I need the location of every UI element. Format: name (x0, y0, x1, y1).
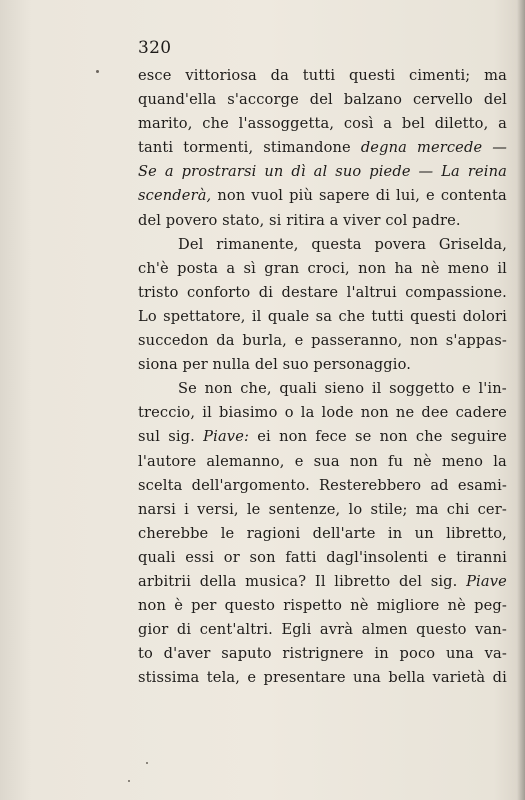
word: contenta (440, 187, 507, 205)
word: a (226, 259, 236, 277)
word: per (191, 597, 217, 615)
paper-speck (128, 780, 130, 782)
word: sì (243, 259, 256, 277)
word: musica? (245, 572, 307, 590)
word: viver (343, 211, 381, 229)
word: di (492, 669, 507, 687)
word: diletto, (434, 115, 489, 133)
italic-word: un (264, 163, 284, 181)
body-text (138, 64, 507, 690)
word: non (360, 404, 389, 422)
word: dolori (462, 307, 507, 325)
text-line (138, 305, 507, 329)
word: s'accorge (227, 91, 299, 109)
word: del (254, 356, 278, 374)
word: non (379, 428, 408, 446)
paper-speck (96, 70, 99, 73)
page-number: 320 (138, 38, 172, 58)
word: nè (421, 259, 440, 277)
word: presentare (263, 669, 346, 687)
word: cherebbe (138, 524, 209, 542)
word: esce (138, 67, 172, 84)
word: del (138, 211, 162, 229)
word: sig. (430, 572, 458, 590)
word: tristo (138, 283, 179, 301)
text-line (138, 64, 507, 88)
word: or (223, 548, 240, 566)
text-line (138, 112, 507, 136)
word: Griselda, (438, 235, 507, 253)
word: non (279, 428, 308, 446)
word: ad (430, 476, 449, 494)
word: posta (177, 259, 219, 277)
word: treccio, (138, 404, 196, 422)
word: peg- (474, 597, 507, 615)
italic-word: Piave (466, 572, 507, 590)
word: e (294, 332, 304, 350)
word: questo (224, 597, 276, 615)
word: il (371, 380, 382, 398)
word: alemanno, (206, 452, 285, 470)
word: passeranno, (311, 332, 403, 350)
word: dell'arte (312, 524, 376, 542)
word: lo (348, 500, 363, 518)
word: sentenze, (268, 500, 341, 518)
word: Se (178, 380, 197, 398)
italic-word: Se (138, 163, 157, 181)
word: ha (394, 259, 413, 277)
word: rispetto (283, 597, 343, 615)
text-line (138, 594, 507, 618)
word: da (216, 332, 235, 350)
word: vittoriosa (185, 67, 257, 84)
word: ragioni (246, 524, 301, 542)
word: del (309, 91, 333, 109)
text-line (138, 136, 507, 160)
word: stissima (138, 669, 200, 687)
word: Resterebbero (319, 476, 422, 494)
text-line (138, 257, 507, 281)
word: marito, (138, 115, 193, 133)
word: e (294, 452, 304, 470)
word: saputo (221, 645, 272, 663)
word: dee (421, 404, 449, 422)
word: libretto (334, 572, 391, 590)
word: Del (178, 235, 204, 253)
text-line (138, 498, 507, 522)
word: che (338, 307, 366, 325)
word: di (375, 187, 391, 205)
word: gior (138, 621, 169, 639)
word: se (354, 428, 372, 446)
word: del (483, 91, 507, 109)
word: meno (447, 259, 490, 277)
word: fatti (285, 548, 317, 566)
word: a (498, 115, 507, 133)
italic-word: suo (335, 163, 362, 181)
word: compassione. (405, 283, 507, 301)
text-line (138, 642, 507, 666)
word: burla, (242, 332, 287, 350)
word: per (182, 356, 208, 374)
word: sig. (168, 428, 195, 446)
word: un (414, 524, 434, 542)
word: l'autore (138, 452, 197, 470)
word: tormenti, (183, 139, 254, 157)
word: lui, (396, 187, 421, 205)
word: e (426, 187, 435, 205)
word: quali (279, 380, 317, 398)
word: che, (240, 380, 272, 398)
text-line (138, 160, 507, 184)
word: questi (410, 307, 457, 325)
word: più (289, 187, 313, 205)
word: sapere (319, 187, 370, 205)
word: poco (399, 645, 436, 663)
word: essi (185, 548, 215, 566)
word: che (202, 115, 229, 133)
word: varietà (432, 669, 486, 687)
word: tutti (302, 67, 336, 84)
word: balzano (343, 91, 403, 109)
word: to (138, 645, 153, 663)
italic-word: reina (467, 163, 507, 181)
text-line (138, 184, 507, 208)
word: soggetto (389, 380, 455, 398)
word: esami- (457, 476, 507, 494)
word: suo (282, 356, 309, 374)
word: di (258, 283, 274, 301)
word: siona (138, 356, 178, 374)
word: è (174, 597, 183, 615)
word: non (217, 187, 246, 205)
word: e (462, 380, 471, 398)
word: libretto, (446, 524, 507, 542)
word: stato, (222, 211, 265, 229)
text-line (138, 329, 507, 353)
word: la (493, 452, 507, 470)
word: non (349, 452, 378, 470)
word: dell'argomento. (191, 476, 310, 494)
word: padre. (412, 211, 461, 229)
text-line (138, 233, 507, 257)
word: sul (138, 428, 161, 446)
word: d'aver (163, 645, 211, 663)
text-line (138, 450, 507, 474)
italic-word: scenderà, (138, 187, 212, 205)
word: s'appas- (445, 332, 507, 350)
text-line (138, 88, 507, 112)
word: avrà (319, 621, 354, 639)
text-line (138, 353, 507, 377)
word: cimenti; (409, 67, 471, 84)
text-line (138, 666, 507, 690)
word: fece (315, 428, 347, 446)
word: sua (313, 452, 340, 470)
word: le (246, 500, 261, 518)
word: così (343, 115, 374, 133)
text-line (138, 474, 507, 498)
word: Egli (281, 621, 312, 639)
word: gran (264, 259, 300, 277)
word: almen (361, 621, 408, 639)
word: ristrignere (282, 645, 364, 663)
word: ch'è (138, 259, 169, 277)
word: quale (267, 307, 310, 325)
word: che (415, 428, 443, 446)
word: sieno (324, 380, 365, 398)
word: tutti (371, 307, 404, 325)
word: nulla (212, 356, 251, 374)
word: tiranni (456, 548, 507, 566)
word: cer- (477, 500, 507, 518)
word: povera (374, 235, 427, 253)
word: il (202, 404, 212, 422)
word: sa (315, 307, 333, 325)
word: meno (441, 452, 484, 470)
word: spettatore, (163, 307, 246, 325)
word: cent'altri. (199, 621, 273, 639)
word: bella (388, 669, 426, 687)
text-line (138, 401, 507, 425)
word: va- (484, 645, 507, 663)
word: Lo (138, 307, 157, 325)
text-line (138, 522, 507, 546)
word: col (385, 211, 408, 229)
word: non (410, 332, 439, 350)
word: conforto (186, 283, 251, 301)
word: del (398, 572, 423, 590)
word: stile; (370, 500, 408, 518)
text-line (138, 546, 507, 570)
word: tanti (138, 139, 174, 157)
word: le (220, 524, 235, 542)
italic-word: — (418, 163, 434, 181)
text-line (138, 618, 507, 642)
word: cadere (455, 404, 507, 422)
word: scelta (138, 476, 183, 494)
word: vuol (251, 187, 284, 205)
word: questi (348, 67, 396, 84)
text-line (138, 570, 507, 594)
word: migliore (376, 597, 440, 615)
word: nè (413, 452, 432, 470)
word: da (270, 67, 289, 84)
italic-word: mercede (416, 139, 483, 157)
word: non (358, 259, 387, 277)
italic-word: Piave: (203, 428, 250, 446)
word: narsi (138, 500, 176, 518)
word: personaggio. (313, 356, 412, 374)
word: biasimo (219, 404, 278, 422)
word: fu (388, 452, 404, 470)
word: son (249, 548, 276, 566)
word: ma (484, 67, 507, 84)
word: si (269, 211, 282, 229)
word: non (138, 597, 167, 615)
word: chi (446, 500, 470, 518)
word: lode (321, 404, 354, 422)
paper-speck (146, 762, 148, 764)
word: una (353, 669, 381, 687)
word: succedon (138, 332, 209, 350)
word: a (329, 211, 339, 229)
italic-word: dì (291, 163, 306, 181)
word: della (199, 572, 237, 590)
word: arbitrii (138, 572, 192, 590)
word: l'assoggetta, (238, 115, 335, 133)
word: cervello (412, 91, 473, 109)
word: questo (416, 621, 467, 639)
text-line (138, 281, 507, 305)
text-line (138, 377, 507, 401)
word: non (204, 380, 233, 398)
word: l'altrui (346, 283, 397, 301)
italic-word: a (164, 163, 174, 181)
word: ei (257, 428, 271, 446)
word: ritira (286, 211, 325, 229)
text-line (138, 209, 507, 233)
word: e (437, 548, 447, 566)
word: dagl'insolenti (326, 548, 429, 566)
word: nè (447, 597, 466, 615)
word: ne (395, 404, 415, 422)
italic-word: piede (369, 163, 411, 181)
italic-word: prostrarsi (181, 163, 257, 181)
text-line (138, 425, 507, 449)
word: il (497, 259, 507, 277)
word: seguire (450, 428, 507, 446)
page-edge-shadow (517, 0, 525, 800)
word: e (247, 669, 257, 687)
word: povero (165, 211, 218, 229)
word: quali (138, 548, 176, 566)
word: quand'ella (138, 91, 217, 109)
word: questa (311, 235, 362, 253)
word: l'in- (478, 380, 507, 398)
word: a (383, 115, 393, 133)
word: rimanente, (216, 235, 299, 253)
word: bel (401, 115, 425, 133)
word: la (300, 404, 315, 422)
italic-word: La (441, 163, 460, 181)
word: in (374, 645, 389, 663)
word: croci, (307, 259, 350, 277)
word: Il (314, 572, 326, 590)
word: nè (350, 597, 369, 615)
word: stimandone (263, 139, 351, 157)
word: tela, (206, 669, 241, 687)
word: in (387, 524, 403, 542)
italic-word: al (313, 163, 328, 181)
word: una (445, 645, 474, 663)
word: destare (281, 283, 339, 301)
word: van- (475, 621, 507, 639)
italic-word: — (492, 139, 507, 157)
word: versi, (197, 500, 239, 518)
word: di (176, 621, 192, 639)
word: i (184, 500, 189, 518)
word: il (251, 307, 262, 325)
italic-word: degna (360, 139, 407, 157)
word: ma (415, 500, 439, 518)
word: o (284, 404, 294, 422)
